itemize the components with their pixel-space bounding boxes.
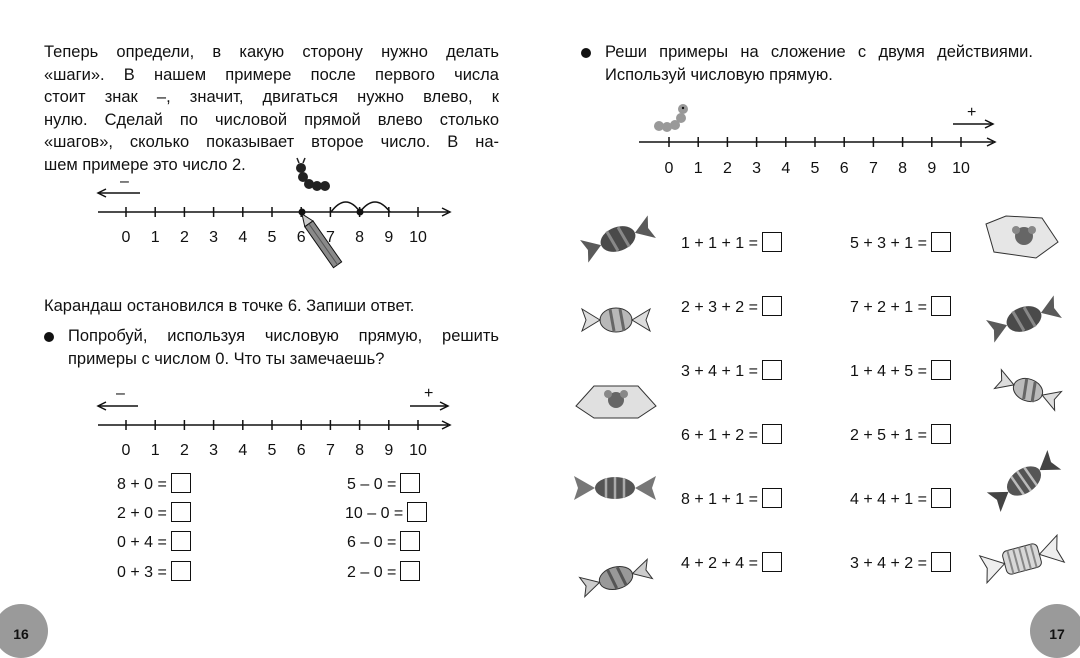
tick-label: 3 — [209, 442, 219, 459]
exercise: 4 + 2 + 4 = — [681, 552, 782, 575]
intro-line: шем примере это число 2. — [44, 155, 246, 174]
candy-icon — [570, 468, 660, 508]
answer-box[interactable] — [400, 473, 420, 493]
tick-label: 1 — [693, 160, 703, 177]
tick-label: 0 — [121, 229, 131, 246]
tick-label: 7 — [868, 160, 878, 177]
answer-box[interactable] — [171, 473, 191, 493]
caterpillar-icon — [654, 104, 688, 132]
point-8 — [357, 209, 364, 216]
exercise: 2 + 3 + 2 = — [681, 296, 782, 319]
exercise: 1 + 4 + 5 = — [850, 360, 951, 383]
tick-label: 1 — [150, 229, 160, 246]
candy-icon — [984, 292, 1064, 347]
answer-box[interactable] — [931, 296, 951, 316]
tick-label: 3 — [209, 229, 219, 246]
exercise: 0 + 3 = — [117, 561, 191, 584]
intro-line: «шагов», сколько показывает второе число. В на- — [44, 133, 499, 151]
plus-sign: + — [967, 104, 977, 121]
tick-label: 4 — [781, 160, 791, 177]
plus-sign: + — [424, 385, 434, 402]
intro-line: «шаги». В нашем примере после первого числа — [44, 65, 499, 84]
tick-label: 5 — [810, 160, 820, 177]
tick-label: 4 — [238, 442, 248, 459]
exercise: 2 – 0 = — [347, 561, 420, 584]
bullet-icon — [44, 332, 54, 342]
tick-label: 9 — [927, 160, 937, 177]
tick-label: 2 — [722, 160, 732, 177]
exercise: 8 + 1 + 1 = — [681, 488, 782, 511]
task-line: Используй числовую прямую. — [605, 65, 833, 84]
tick-label: 8 — [355, 442, 365, 459]
tick-label: 6 — [839, 160, 849, 177]
intro-line: нулю. Сделай по числовой прямой влево столько — [44, 110, 499, 129]
candy-icon — [572, 378, 660, 423]
candy-icon — [982, 212, 1062, 262]
candy-icon — [576, 556, 656, 601]
bullet-icon — [581, 48, 591, 58]
number-line-example — [92, 160, 472, 275]
tick-label: 2 — [179, 442, 189, 459]
candy-icon — [576, 297, 656, 342]
exercise: 2 + 0 = — [117, 502, 191, 525]
exercise: 3 + 4 + 2 = — [850, 552, 951, 575]
tick-label: 1 — [150, 442, 160, 459]
exercise: 8 + 0 = — [117, 473, 191, 496]
answer-box[interactable] — [762, 232, 782, 252]
stop-text: Карандаш остановился в точке 6. Запиши ответ. — [44, 297, 415, 315]
exercise: 2 + 5 + 1 = — [850, 424, 951, 447]
exercise: 5 + 3 + 1 = — [850, 232, 951, 255]
exercise: 4 + 4 + 1 = — [850, 488, 951, 511]
tick-label: 9 — [384, 442, 394, 459]
answer-box[interactable] — [171, 502, 191, 522]
exercise: 6 + 1 + 2 = — [681, 424, 782, 447]
number-line-addition — [635, 95, 1015, 185]
page-number: 16 — [0, 604, 48, 658]
intro-line: стоит знак –, значит, двигаться нужно влево, к — [44, 88, 499, 106]
exercise: 3 + 4 + 1 = — [681, 360, 782, 383]
answer-box[interactable] — [762, 296, 782, 316]
exercise: 5 – 0 = — [347, 473, 420, 496]
tick-label: 9 — [384, 229, 394, 246]
candy-icon — [578, 212, 658, 267]
tick-label: 0 — [664, 160, 674, 177]
tick-label: 5 — [267, 442, 277, 459]
tick-label: 7 — [325, 229, 335, 246]
exercise: 7 + 2 + 1 = — [850, 296, 951, 319]
candy-icon — [984, 452, 1064, 510]
caterpillar-icon — [296, 158, 330, 191]
exercise: 0 + 4 = — [117, 531, 191, 554]
exercise: 6 – 0 = — [347, 531, 420, 554]
tick-label: 8 — [898, 160, 908, 177]
answer-box[interactable] — [400, 561, 420, 581]
page-number: 17 — [1030, 604, 1080, 658]
tick-label: 3 — [752, 160, 762, 177]
answer-box[interactable] — [762, 552, 782, 572]
tick-label: 8 — [355, 229, 365, 246]
task-heading — [581, 41, 1033, 86]
try-task — [44, 325, 499, 370]
tick-label: 6 — [296, 229, 306, 246]
answer-box[interactable] — [171, 561, 191, 581]
jump-arc — [331, 202, 360, 212]
tick-label: 6 — [296, 442, 306, 459]
left-page — [0, 0, 540, 651]
try-line: Попробуй, используя числовую прямую, решить — [68, 327, 499, 345]
jump-arc — [360, 202, 390, 212]
tick-label: 10 — [409, 229, 427, 246]
tick-label: 7 — [325, 442, 335, 459]
intro-paragraph — [44, 41, 499, 176]
candy-icon — [976, 530, 1068, 588]
answer-box[interactable] — [762, 360, 782, 380]
number-line-zero — [92, 380, 472, 465]
answer-box[interactable] — [931, 488, 951, 508]
tick-label: 0 — [121, 442, 131, 459]
answer-box[interactable] — [931, 232, 951, 252]
answer-box[interactable] — [762, 488, 782, 508]
answer-box[interactable] — [407, 502, 427, 522]
minus-sign: – — [120, 173, 129, 190]
answer-box[interactable] — [762, 424, 782, 444]
tick-label: 2 — [179, 229, 189, 246]
exercise: 1 + 1 + 1 = — [681, 232, 782, 255]
tick-label: 10 — [409, 442, 427, 459]
candy-icon — [992, 368, 1064, 413]
right-page — [540, 0, 1080, 651]
answer-box[interactable] — [931, 360, 951, 380]
task-line: Реши примеры на сложение с двумя действиями. — [605, 43, 1033, 61]
answer-box[interactable] — [171, 531, 191, 551]
tick-label: 10 — [952, 160, 970, 177]
intro-line: Теперь определи, в какую сторону нужно делать — [44, 43, 499, 61]
tick-label: 5 — [267, 229, 277, 246]
exercise: 10 – 0 = — [345, 502, 427, 525]
minus-sign: – — [116, 385, 125, 402]
tick-label: 4 — [238, 229, 248, 246]
answer-box[interactable] — [931, 424, 951, 444]
answer-box[interactable] — [931, 552, 951, 572]
try-line: примеры с числом 0. Что ты замечаешь? — [68, 349, 385, 368]
answer-box[interactable] — [400, 531, 420, 551]
